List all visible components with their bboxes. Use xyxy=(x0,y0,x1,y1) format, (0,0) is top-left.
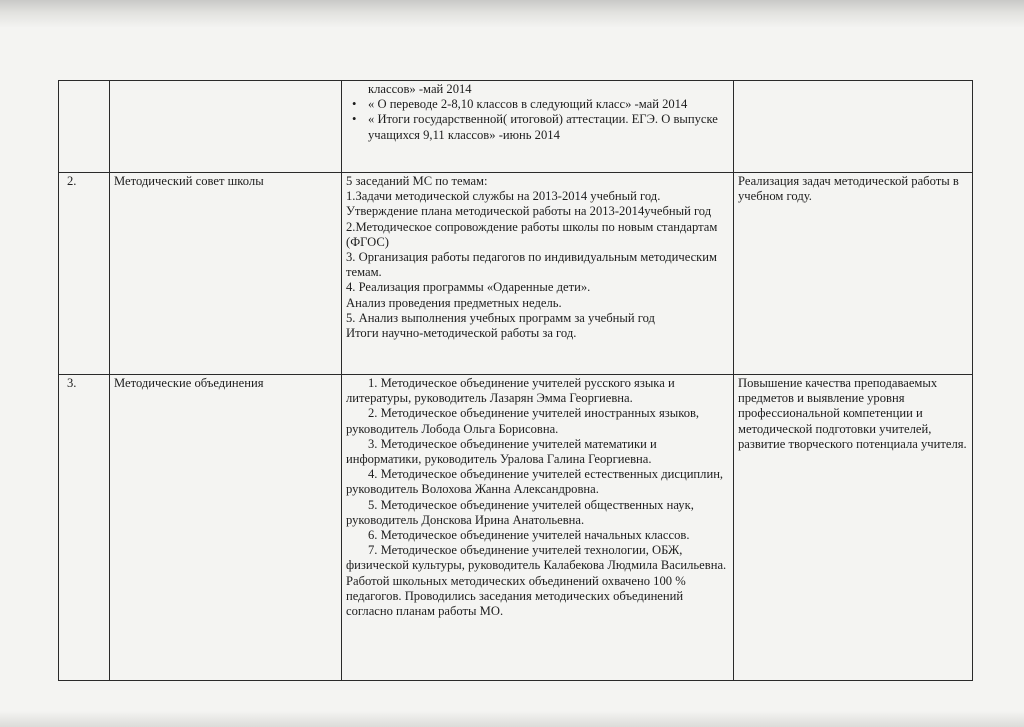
row-number-cell xyxy=(59,173,110,375)
list-item: 7. Методическое объединение учителей технологии, ОБЖ, физической культуры, руководитель Калабекова Людмила Васильевна. xyxy=(346,543,727,573)
row-content-cell xyxy=(342,81,734,173)
table-row xyxy=(59,173,973,375)
scan-shadow-top xyxy=(0,0,1024,28)
row-result: Повышение качества преподаваемых предметов и выявление уровня профессиональной компетенции и методической подготовки учителей, развитие творческого потенциала учителя. xyxy=(738,376,967,451)
row-name-cell xyxy=(110,375,342,681)
row-result-cell xyxy=(734,173,973,375)
row-content-cell xyxy=(342,173,734,375)
list-item: 6. Методическое объединение учителей начальных классов. xyxy=(368,528,690,543)
summary-text: Работой школьных методических объединений охвачено 100 % педагогов. Проводились заседания методических объединений согласно планам работы МО. xyxy=(346,573,686,619)
association-list xyxy=(346,376,729,574)
content-line: 5. Анализ выполнения учебных программ за учебный год xyxy=(346,310,655,325)
row-number-cell xyxy=(59,375,110,681)
scan-shadow-bottom xyxy=(0,711,1024,727)
row-result: Реализация задач методической работы в учебном году. xyxy=(738,174,959,204)
content-line: 4. Реализация программы «Одаренные дети». xyxy=(346,280,591,295)
continuation-text: классов» -май 2014 xyxy=(368,82,472,96)
row-name: Методические объединения xyxy=(114,376,264,390)
meeting-list xyxy=(346,97,729,143)
table-row xyxy=(59,81,973,173)
row-number-cell xyxy=(59,81,110,173)
row-number: 2. xyxy=(67,174,77,188)
row-result-cell xyxy=(734,375,973,681)
content-line: 5 заседаний МС по темам: xyxy=(346,174,488,188)
row-result-cell xyxy=(734,81,973,173)
row-name-cell xyxy=(110,173,342,375)
list-item: • « Итоги государственной( итоговой) аттестации. ЕГЭ. О выпуске учащихся 9,11 классов» -июнь 2014 xyxy=(346,112,729,142)
list-item: 3. Методическое объединение учителей математики и информатики, руководитель Уралова Галина Георгиевна. xyxy=(346,436,657,467)
list-item: 4. Методическое объединение учителей естественных дисциплин, руководитель Волохова Жанна Александровна. xyxy=(346,467,724,497)
list-item: 1. Методическое объединение учителей русского языка и литературы, руководитель Лазарян Эмма Георгиевна. xyxy=(346,376,675,406)
content-line: 1.Задачи методической службы на 2013-2014 учебный год. Утверждение плана методической работы на 2013-2014учебный год xyxy=(346,189,712,219)
content-line: 3. Организация работы педагогов по индивидуальным методическим темам. xyxy=(346,250,718,280)
content-line: Итоги научно-методической работы за год. xyxy=(346,326,577,341)
table-row xyxy=(59,375,973,681)
list-item: 2. Методическое объединение учителей иностранных языков, руководитель Лобода Ольга Борисовна. xyxy=(346,406,700,436)
content-line: Анализ проведения предметных недель. xyxy=(346,295,562,310)
work-plan-table xyxy=(58,80,973,681)
row-name-cell xyxy=(110,81,342,173)
row-name: Методический совет школы xyxy=(114,174,264,188)
row-number: 3. xyxy=(67,376,77,390)
list-item: 5. Методическое объединение учителей общественных наук, руководитель Донскова Ирина Анатольевна. xyxy=(346,497,694,527)
row-content-cell xyxy=(342,375,734,681)
content-line: 2.Методическое сопровождение работы школы по новым стандартам (ФГОС) xyxy=(346,219,718,249)
list-item: • « О переводе 2-8,10 классов в следующий класс» -май 2014 xyxy=(346,97,729,112)
